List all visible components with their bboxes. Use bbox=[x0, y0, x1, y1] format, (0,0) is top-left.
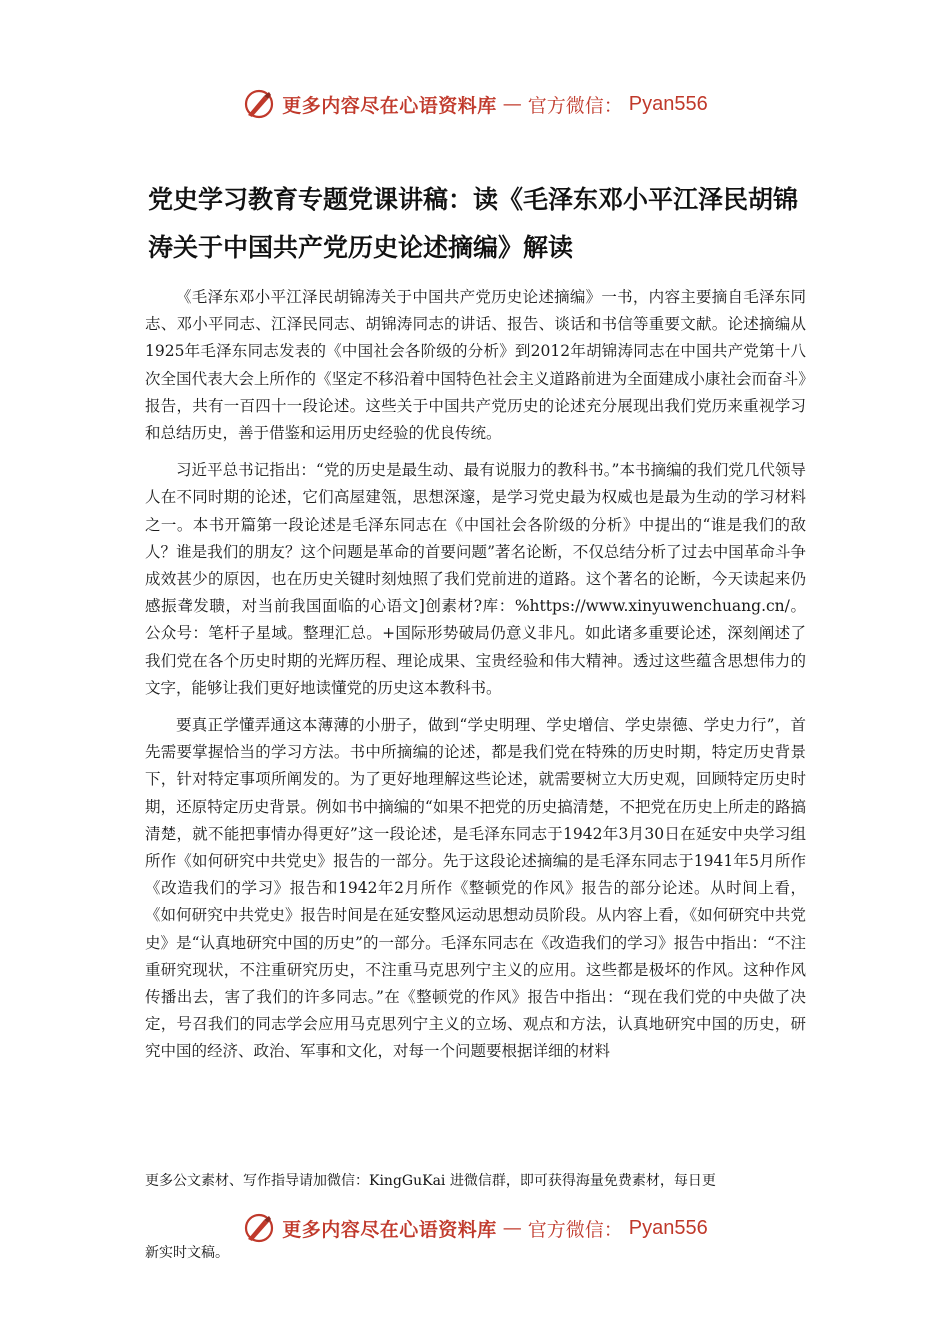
paragraph-1: 《毛泽东邓小平江泽民胡锦涛关于中国共产党历史论述摘编》一书，内容主要摘自毛泽东同志、邓小平同志、江泽民同志、胡锦涛同志的讲话、报告、谈话和书信等重要文献。论述摘编从1925年毛泽东同志发表的《中国社会各阶级的分析》到2012年胡锦涛同志在中国共产党第十八次全国代表大会上所作的《坚定不移沿着中国特色社会主义道路前进为全面建成小康社会而奋斗》报告，共有一百四十一段论述。这些关于中国共产党历史的论述充分展现出我们党历来重视学习和总结历史，善于借鉴和运用历史经验的优良传统。 bbox=[145, 288, 806, 443]
footer-note: 更多公文素材、写作指导请加微信：KingGuKai 进微信群，即可获得海量免费素材，每日更 bbox=[145, 1173, 716, 1189]
watermark-separator: — bbox=[502, 1217, 522, 1239]
watermark-text: 更多内容尽在心语资料库 bbox=[282, 1218, 497, 1241]
pen-logo-icon bbox=[242, 1211, 276, 1245]
paragraph-2: 习近平总书记指出：“党的历史是最生动、最有说服力的教科书。”本书摘编的我们党几代领导人在不同时期的论述，它们高屋建瓴，思想深邃，是学习党史最为权威也是最为生动的学习材料之一。本书开篇第一段论述是毛泽东同志在《中国社会各阶级的分析》中提出的“谁是我们的敌人？谁是我们的朋友？这个问题是革命的首要问题”著名论断，不仅总结分析了过去中国革命斗争成效甚少的原因，也在历史关键时刻烛照了我们党前进的道路。这个著名的论断，今天读起来仍感振聋发聩，对当前我国面临的心语文]创素材?库：%https://www.xinyuwenchuang.cn/。公众号：笔杆子星域。整理汇总。+国际形势破局仍意义非凡。如此诸多重要论述，深刻阐述了我们党在各个历史时期的光辉历程、理论成果、宝贵经验和伟大精神。透过这些蕴含思想伟力的文字，能够让我们更好地读懂党的历史这本教科书。 bbox=[145, 461, 806, 697]
footer-note-continued: 新实时文稿。 bbox=[145, 1245, 229, 1261]
watermark-wechat-id: Pyan556 bbox=[628, 1216, 708, 1239]
watermark-separator: — bbox=[502, 93, 522, 115]
watermark-wechat-label: 官方微信： bbox=[527, 94, 623, 117]
watermark-text: 更多内容尽在心语资料库 bbox=[282, 94, 497, 117]
watermark-banner-top bbox=[0, 82, 950, 126]
paragraph-3: 要真正学懂弄通这本薄薄的小册子，做到“学史明理、学史增信、学史崇德、学史力行”，首先需要掌握恰当的学习方法。书中所摘编的论述，都是我们党在特殊的历史时期，特定历史背景下，针对特定事项所阐发的。为了更好地理解这些论述，就需要树立大历史观，回顾特定历史时期，还原特定历史背景。例如书中摘编的“如果不把党的历史搞清楚，不把党在历史上所走的路搞清楚，就不能把事情办得更好”这一段论述，是毛泽东同志于1942年3月30日在延安中央学习组所作《如何研究中共党史》报告的一部分。先于这段论述摘编的是毛泽东同志于1941年5月所作《改造我们的学习》报告和1942年2月所作《整顿党的作风》报告的部分论述。从时间上看，《如何研究中共党史》报告时间是在延安整风运动思想动员阶段。从内容上看，《如何研究中共党史》是“认真地研究中国的历史”的一部分。毛泽东同志在《改造我们的学习》报告中指出：“不注重研究现状，不注重研究历史，不注重马克思列宁主义的应用。这些都是极坏的作风。这种作风传播出去，害了我们的许多同志。”在《整顿党的作风》报告中指出：“现在我们党的中央做了决定，号召我们的同志学会应用马克思列宁主义的立场、观点和方法，认真地研究中国的历史，研究中国的经济、政治、军事和文化，对每一个问题要根据详细的材料 bbox=[145, 716, 806, 1061]
watermark-wechat-label: 官方微信： bbox=[527, 1218, 623, 1241]
watermark-banner-bottom bbox=[0, 1206, 950, 1250]
document-title: 党史学习教育专题党课讲稿：读《毛泽东邓小平江泽民胡锦涛关于中国共产党历史论述摘编》解读 bbox=[148, 185, 799, 262]
watermark-wechat-id: Pyan556 bbox=[628, 92, 708, 115]
pen-logo-icon bbox=[242, 87, 276, 121]
document-body bbox=[145, 284, 806, 1076]
